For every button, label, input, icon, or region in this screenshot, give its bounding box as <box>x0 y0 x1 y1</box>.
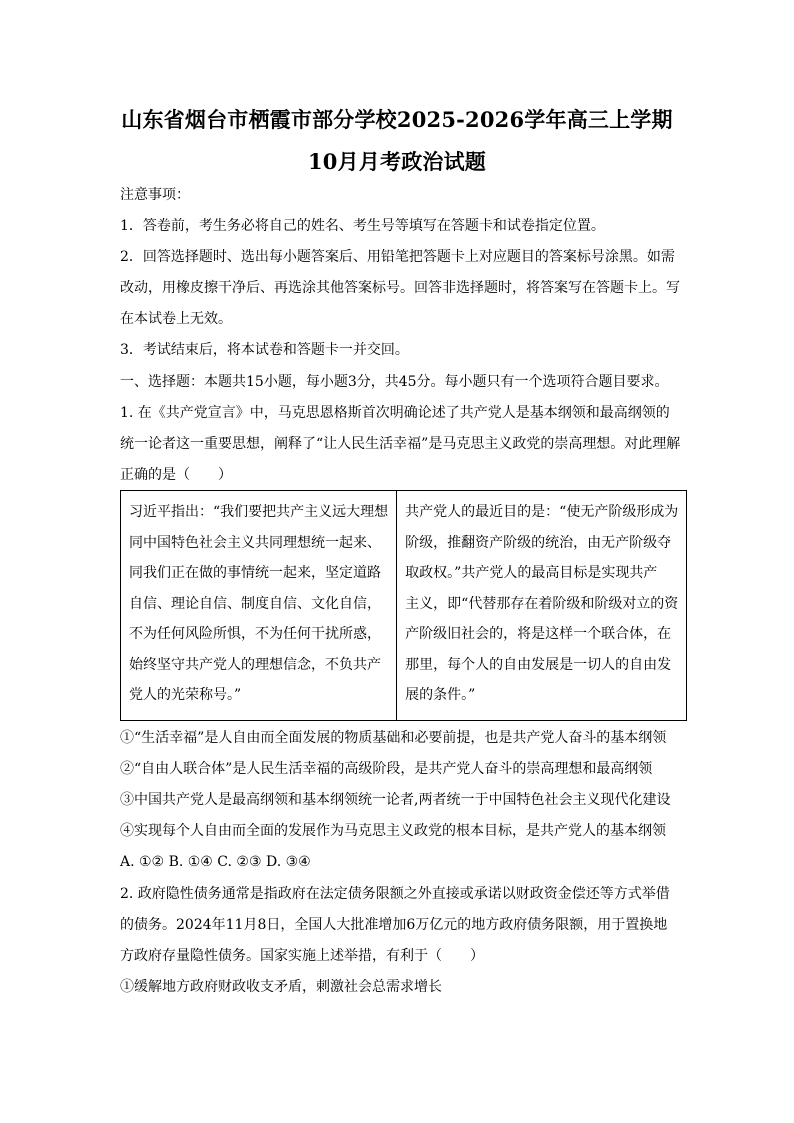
notice-item-3: 3．考试结束后，将本试卷和答题卡一并交回。 <box>120 342 409 358</box>
q2-option-1: ①缓解地方政府财政收支矛盾，刺激社会总需求增长 <box>120 979 442 995</box>
q1-option-4: ④实现每个人自由而全面的发展作为马克思主义政党的根本目标，是共产党人的基本纲领 <box>120 823 666 839</box>
material-right-line: 展的条件。” <box>405 687 476 703</box>
material-left-line: 同中国特色社会主义共同理想统一起来、 <box>129 534 381 551</box>
notice-item-2-line2: 改动，用橡皮擦干净后、再选涂其他答案标号。回答非选择题时，将答案写在答题卡上。写 <box>120 280 680 296</box>
exam-title-line1: 山东省烟台市栖霞市部分学校2025-2026学年高三上学期 <box>121 107 673 132</box>
material-left-line: 不为任何风险所惧，不为任何干扰所惑， <box>129 626 381 642</box>
notice-heading: 注意事项： <box>120 187 190 203</box>
material-right-line: 产阶级旧社会的，将是这样一个联合体，在 <box>405 626 672 642</box>
q2-stem-line1: 2. 政府隐性债务通常是指政府在法定债务限额之外直接或承诺以财政资金偿还等方式举借 <box>120 886 670 902</box>
q1-material-left <box>121 491 397 721</box>
exam-title-line2: 10月月考政治试题 <box>307 149 487 174</box>
q1-option-3: ③中国共产党人是最高纲领和基本纲领统一论者,两者统一于中国特色社会主义现代化建设 <box>120 792 671 808</box>
material-right-line: 主义，即“代替那存在着阶级和阶级对立的资 <box>405 595 679 612</box>
material-left-line: 习近平指出：“我们要把共产主义远大理想 <box>129 504 389 520</box>
q1-stem-line2: 统一论者这一重要思想，阐释了“让人民生活幸福”是马克思主义政党的崇高理想。对此理解 <box>120 436 681 452</box>
q1-stem-line1: 1. 在《共产党宣言》中，马克思恩格斯首次明确论述了共产党人是基本纲领和最高纲领的 <box>120 405 670 421</box>
material-left-line: 始终坚守共产党人的理想信念，不负共产 <box>129 656 381 673</box>
q1-option-2: ②“自由人联合体”是人民生活幸福的高级阶段，是共产党人奋斗的崇高理想和最高纲领 <box>120 761 653 777</box>
notice-item-1: 1．答卷前，考生务必将自己的姓名、考生号等填写在答题卡和试卷指定位置。 <box>120 218 605 234</box>
material-left-line: 自信、理论自信、制度自信、文化自信， <box>129 595 381 612</box>
q1-stem-line3: 正确的是（ ） <box>120 467 232 483</box>
notice-item-2-line1: 2．回答选择题时、选出每小题答案后、用铅笔把答题卡上对应题目的答案标号涂黑。如需 <box>120 249 675 265</box>
notice-item-2-line3: 在本试卷上无效。 <box>120 311 232 327</box>
q2-stem-line2: 的债务。2024年11月8日，全国人大批准增加6万亿元的地方政府债务限额，用于置换地 <box>120 917 668 933</box>
q2-stem-line3: 方政府存量隐性债务。国家实施上述举措，有利于（ ） <box>120 948 484 964</box>
material-right-line: 共产党人的最近目的是：“使无产阶级形成为 <box>405 504 679 520</box>
material-left-line: 党人的光荣称号。” <box>129 687 242 703</box>
q1-option-1: ①“生活幸福”是人自由而全面发展的物质基础和必要前提，也是共产党人奋斗的基本纲领 <box>120 730 667 746</box>
material-right-line: 取政权。”共产党人的最高目标是实现共产 <box>405 565 658 581</box>
material-right-line: 阶级，推翻资产阶级的统治，由无产阶级夺 <box>405 534 672 551</box>
material-left-line: 同我们正在做的事情统一起来，坚定道路 <box>129 565 381 581</box>
section-heading: 一、选择题：本题共15小题，每小题3分，共45分。每小题只有一个选项符合题目要求。 <box>120 374 669 390</box>
q1-material-table <box>120 490 687 721</box>
material-right-line: 那里，每个人的自由发展是一切人的自由发 <box>405 656 672 673</box>
q1-material-right <box>397 491 687 721</box>
q1-answer-choices: A. ①② B. ①④ C. ②③ D. ③④ <box>120 854 311 870</box>
